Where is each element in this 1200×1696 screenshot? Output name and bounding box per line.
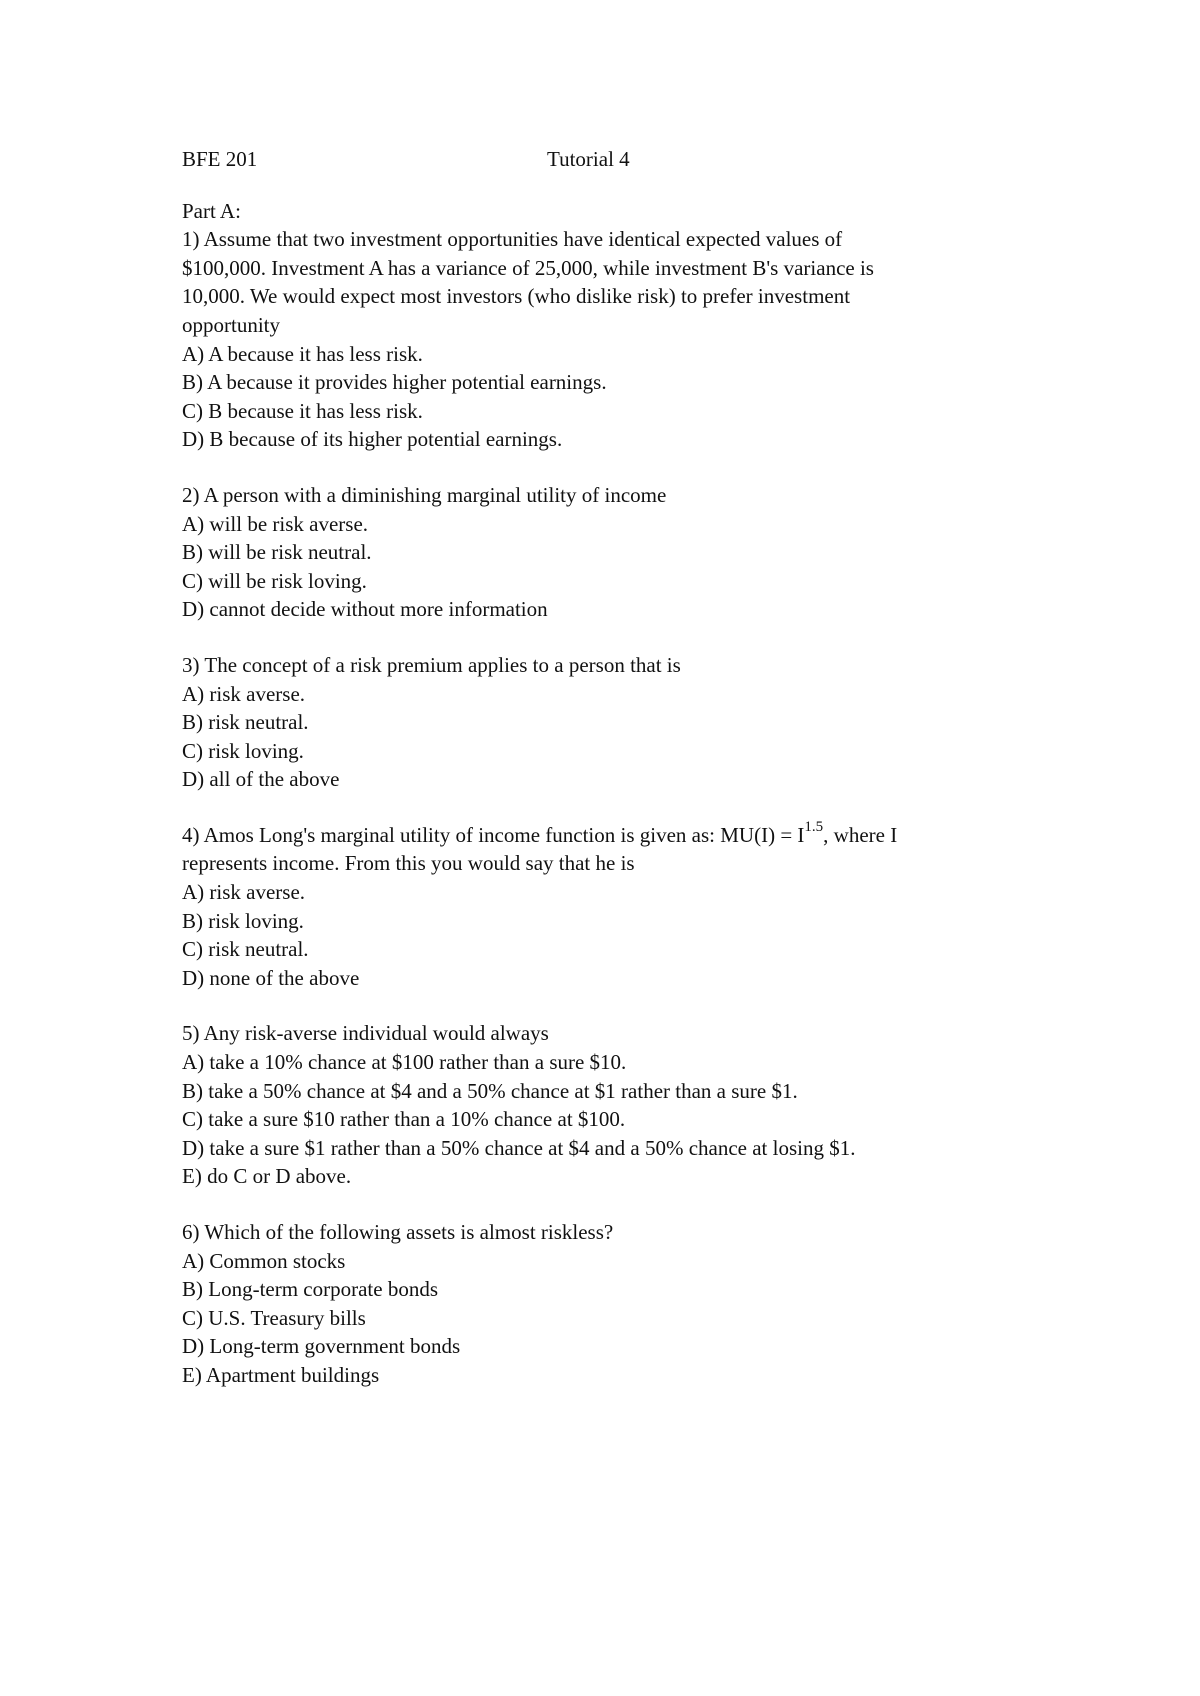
answer-option-b: B) will be risk neutral. bbox=[182, 540, 372, 565]
answer-option-c: C) B because it has less risk. bbox=[182, 398, 423, 423]
answer-option-c: C) risk neutral. bbox=[182, 937, 309, 962]
answer-option-a: A) A because it has less risk. bbox=[182, 341, 423, 366]
answer-option-a: A) Common stocks bbox=[182, 1248, 346, 1273]
answer-option-d: D) take a sure $1 rather than a 50% chance at $4 and a 50% chance at losing $1. bbox=[182, 1135, 856, 1160]
question-stem-line: 2) A person with a diminishing marginal utility of income bbox=[182, 482, 667, 507]
question-stem-line: opportunity bbox=[182, 312, 280, 337]
question-stem-line: represents income. From this you would say that he is bbox=[182, 851, 635, 876]
answer-option-e: E) Apartment buildings bbox=[182, 1362, 380, 1387]
answer-option-d: D) cannot decide without more information bbox=[182, 597, 548, 622]
answer-option-b: B) risk neutral. bbox=[182, 710, 309, 735]
question-6 bbox=[182, 1218, 1082, 1390]
question-stem-line: 3) The concept of a risk premium applies to a person that is bbox=[182, 652, 681, 677]
question-stem-text: , where I bbox=[823, 822, 898, 847]
answer-option-b: B) Long-term corporate bonds bbox=[182, 1277, 439, 1302]
question-stem-line: $100,000. Investment A has a variance of 25,000, while investment B's variance is bbox=[182, 255, 874, 280]
answer-option-c: C) will be risk loving. bbox=[182, 568, 367, 593]
answer-option-c: C) risk loving. bbox=[182, 738, 304, 763]
exponent: 1.5 bbox=[804, 818, 824, 835]
question-stem-line bbox=[182, 818, 1082, 850]
answer-option-d: D) none of the above bbox=[182, 965, 360, 990]
answer-option-d: D) B because of its higher potential earnings. bbox=[182, 427, 563, 452]
answer-option-c: C) U.S. Treasury bills bbox=[182, 1305, 366, 1330]
question-5 bbox=[182, 1019, 1082, 1191]
question-stem-line: 1) Assume that two investment opportunities have identical expected values of bbox=[182, 227, 843, 252]
question-2 bbox=[182, 481, 1082, 624]
answer-option-c: C) take a sure $10 rather than a 10% chance at $100. bbox=[182, 1107, 626, 1132]
course-code: BFE 201 bbox=[182, 147, 258, 171]
answer-option-b: B) A because it provides higher potential earnings. bbox=[182, 370, 607, 395]
question-3 bbox=[182, 651, 1082, 794]
question-stem-line: 5) Any risk-averse individual would always bbox=[182, 1021, 549, 1046]
answer-option-a: A) take a 10% chance at $100 rather than a sure $10. bbox=[182, 1050, 627, 1075]
answer-option-a: A) will be risk averse. bbox=[182, 511, 369, 536]
question-1 bbox=[182, 225, 1082, 454]
answer-option-a: A) risk averse. bbox=[182, 880, 306, 905]
part-label: Part A: bbox=[182, 198, 241, 223]
question-4 bbox=[182, 818, 1082, 993]
document-header bbox=[182, 145, 1082, 174]
answer-option-b: B) risk loving. bbox=[182, 908, 304, 933]
question-stem-line: 10,000. We would expect most investors (who dislike risk) to prefer investment bbox=[182, 284, 851, 309]
document-page bbox=[182, 145, 1082, 1390]
tutorial-title: Tutorial 4 bbox=[547, 147, 630, 171]
answer-option-d: D) Long-term government bonds bbox=[182, 1334, 461, 1359]
answer-option-a: A) risk averse. bbox=[182, 681, 306, 706]
answer-option-e: E) do C or D above. bbox=[182, 1164, 352, 1189]
question-stem-text: 4) Amos Long's marginal utility of income function is given as: MU(I) = I bbox=[182, 822, 805, 847]
question-stem-line: 6) Which of the following assets is almost riskless? bbox=[182, 1220, 614, 1244]
answer-option-d: D) all of the above bbox=[182, 767, 340, 792]
answer-option-b: B) take a 50% chance at $4 and a 50% chance at $1 rather than a sure $1. bbox=[182, 1078, 798, 1103]
